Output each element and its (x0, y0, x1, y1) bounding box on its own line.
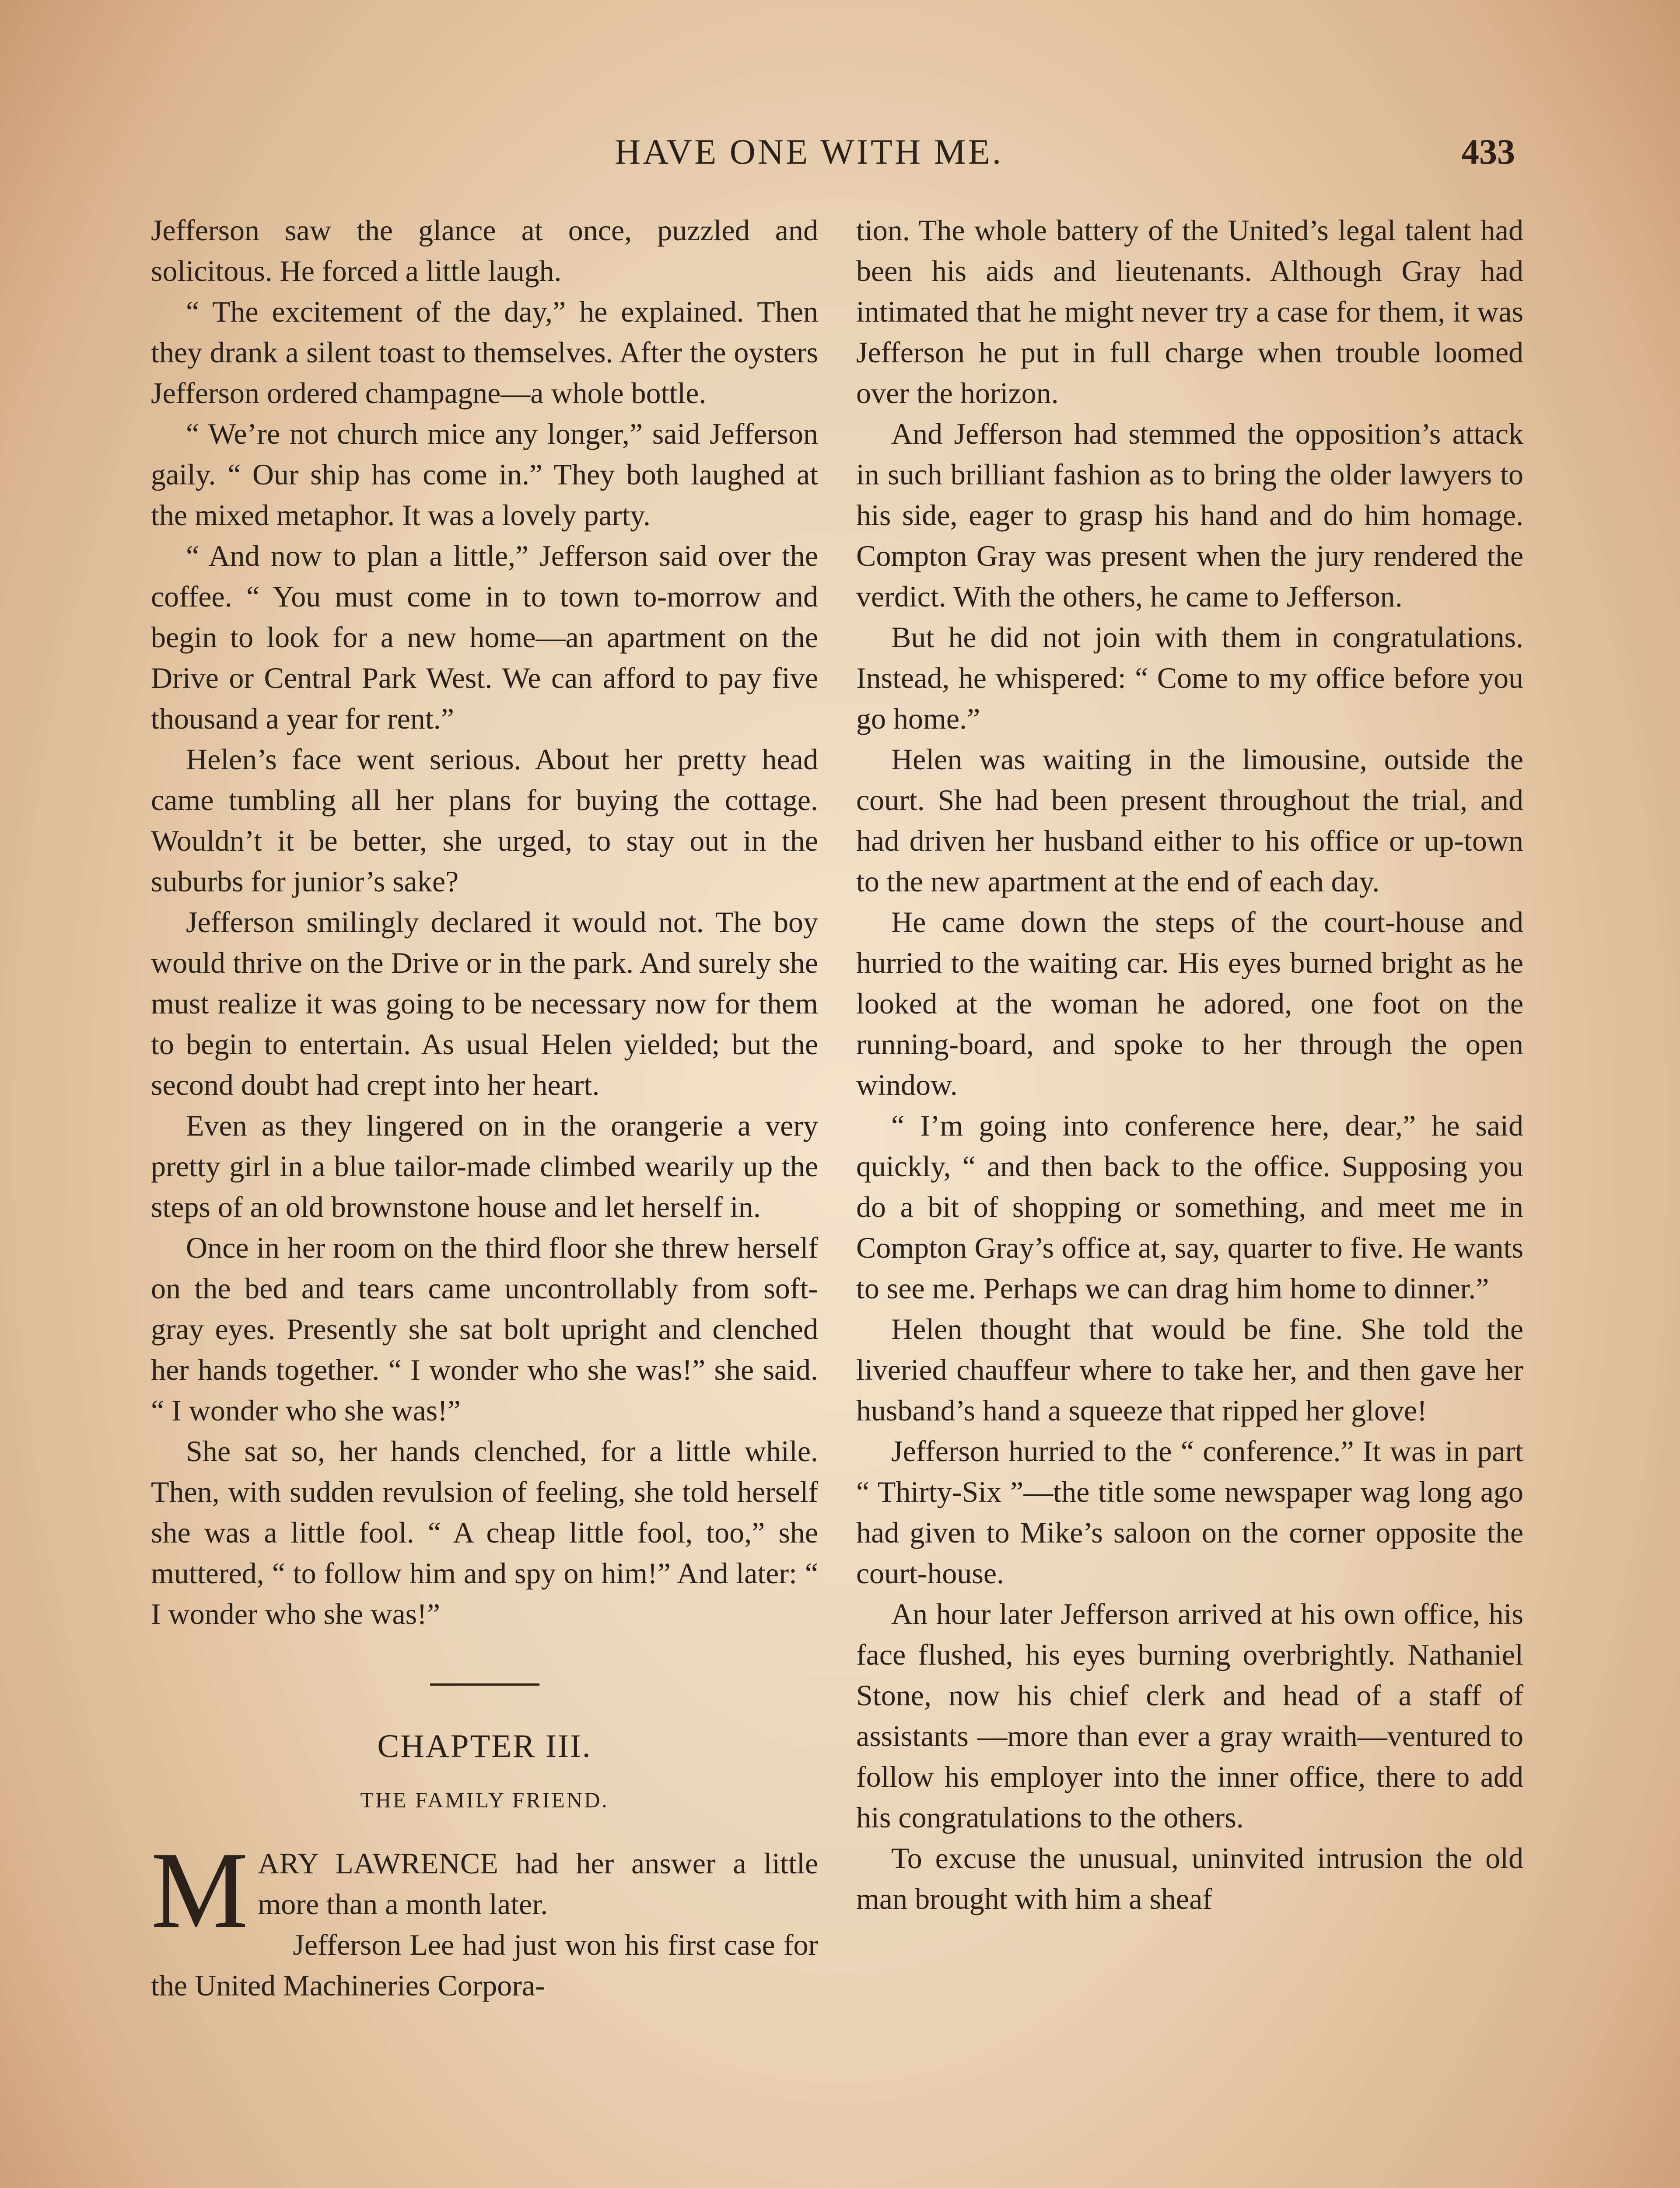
page-number: 433 (1461, 132, 1515, 172)
paragraph: “ I’m going into conference here, dear,” he said quickly, “ and then back to the office. Supposing you do a bit of shopping or something, and meet me in Compton Gray’s office at, say, quarter to five. He wants to see me. Perhaps we can drag him home to dinner.” (856, 1109, 1523, 1305)
paragraph: But he did not join with them in congratulations. Instead, he whispered: “ Come to my office before you go home.” (856, 621, 1523, 735)
chapter-opening-paragraph (151, 1830, 818, 1951)
right-column (856, 210, 1523, 1919)
paragraph: He came down the steps of the court-house and hurried to the waiting car. His eyes burned bright as he looked at the woman he adored, one foot on the running-board, and spoke to her through the open window. (856, 905, 1523, 1101)
paragraph: Even as they lingered on in the orangerie a very pretty girl in a blue tailor-made climbed wearily up the steps of an old brownstone house and let herself in. (151, 1109, 818, 1224)
paragraph: tion. The whole battery of the United’s legal talent had been his aids and lieutenants. Although Gray had intimated that he might never try a case for them, it was Jefferson he put in full charge when trouble loomed over the horizon. (856, 214, 1523, 410)
drop-cap: M (151, 1830, 248, 1951)
paragraph: She sat so, her hands clenched, for a little while. Then, with sudden revulsion of feeling, she told herself she was a little fool. “ A cheap little fool, too,” she muttered, “ to follow him and spy on him!” And later: “ I wonder who she was!” (151, 1434, 818, 1630)
chapter-subtitle: THE FAMILY FRIEND. (360, 1788, 609, 1812)
paragraph: And Jefferson had stemmed the opposition’s attack in such brilliant fashion as to bring the older lawyers to his side, eager to grasp his hand and do him homage. Compton Gray was present when the jury rendered the verdict. With the others, he came to Jefferson. (856, 417, 1523, 613)
paragraph: Jefferson Lee had just won his first case for the United Machineries Corpora- (151, 1928, 818, 2002)
paragraph: Jefferson smilingly declared it would not. The boy would thrive on the Drive or in the park. And surely she must realize it was going to be necessary now for them to begin to entertain. As usual Helen yielded; but the second doubt had crept into her heart. (151, 905, 818, 1101)
running-head: HAVE ONE WITH ME. (615, 132, 1004, 172)
left-column (151, 210, 818, 2006)
paragraph: “ The excitement of the day,” he explained. Then they drank a silent toast to themselves. After the oysters Jefferson ordered champagne—a whole bottle. (151, 295, 818, 410)
paragraph: Helen was waiting in the limousine, outside the court. She had been present throughout the trial, and had driven her husband either to his office or up-town to the new apartment at the end of each day. (856, 743, 1523, 898)
paragraph: An hour later Jefferson arrived at his own office, his face flushed, his eyes burning overbrightly. Nathaniel Stone, now his chief clerk and head of a staff of assistants —more than ever a gray wraith—ventured to follow his employer into the inner office, there to add his congratulations to the others. (856, 1597, 1523, 1834)
paragraph: To excuse the unusual, uninvited intrusion the old man brought with him a sheaf (856, 1841, 1523, 1915)
paragraph: “ We’re not church mice any longer,” said Jefferson gaily. “ Our ship has come in.” They both laughed at the mixed metaphor. It was a lovely party. (151, 417, 818, 532)
chapter-opening-text: ARY LAWRENCE had her answer a little more than a month later. (258, 1847, 818, 1921)
paragraph: Jefferson hurried to the “ conference.” It was in part “ Thirty-Six ”—the title some newspaper wag long ago had given to Mike’s saloon on the corner opposite the court-house. (856, 1434, 1523, 1590)
paragraph: “ And now to plan a little,” Jefferson said over the coffee. “ You must come in to town to-morrow and begin to look for a new home—an apartment on the Drive or Central Park West. We can afford to pay five thousand a year for rent.” (151, 539, 818, 735)
paragraph: Jefferson saw the glance at once, puzzled and solicitous. He forced a little laugh. (151, 214, 818, 288)
paragraph: Once in her room on the third floor she threw herself on the bed and tears came uncontrollably from soft-gray eyes. Presently she sat bolt upright and clenched her hands together. “ I wonder who she was!” she said. “ I wonder who she was!” (151, 1231, 818, 1427)
section-divider (430, 1683, 539, 1686)
paragraph: Helen’s face went serious. About her pretty head came tumbling all her plans for buying the cottage. Wouldn’t it be better, she urged, to stay out in the suburbs for junior’s sake? (151, 743, 818, 898)
chapter-title: CHAPTER III. (377, 1728, 592, 1764)
paragraph: Helen thought that would be fine. She told the liveried chauffeur where to take her, and then gave her husband’s hand a squeeze that ripped her glove! (856, 1312, 1523, 1427)
